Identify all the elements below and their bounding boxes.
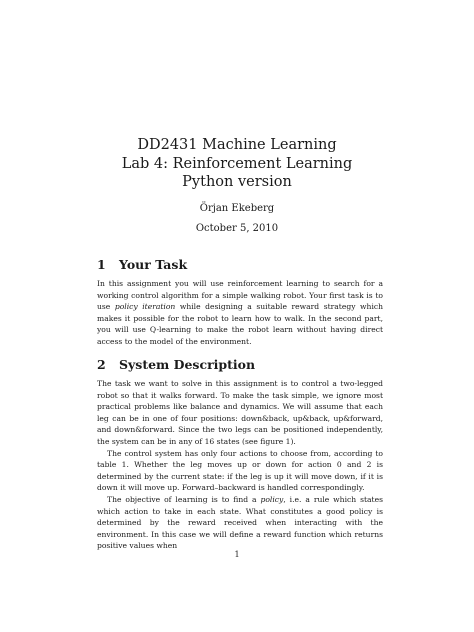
section-2-heading xyxy=(97,357,255,372)
author-name: Örjan Ekeberg xyxy=(199,203,275,214)
section-2-paragraph-3 xyxy=(97,494,383,552)
section-2-title: System Description xyxy=(119,357,256,372)
section-1-paragraph xyxy=(97,278,383,348)
paragraph-text: , i.e. a rule which states which action to take in each state. What constitutes a good policy is determined by the reward received when interacting with the environment. In this case we will define a reward function which returns positive values when xyxy=(97,494,383,551)
paragraph-text: In this assignment you will use reinforcement learning to search for a working control algorithm for a simple walking robot. Your first task is to use xyxy=(97,279,383,312)
title-line-course: DD2431 Machine Learning xyxy=(137,137,337,153)
section-1-title: Your Task xyxy=(119,257,188,272)
document-title xyxy=(0,136,474,192)
section-2-body xyxy=(97,378,383,552)
document-date: October 5, 2010 xyxy=(195,223,279,234)
section-2-paragraph-2: The control system has only four actions to choose from, according to table 1. Whether the leg moves up or down for action 0 and 2 is determined by the current state: if the leg is up it will move down, if it is down it will move up. Forward–backward is handled correspondingly. xyxy=(97,448,383,493)
section-1-heading xyxy=(97,257,187,272)
title-line-version: Python version xyxy=(182,174,292,190)
section-1-number: 1 xyxy=(97,257,106,272)
paragraph-text: The objective of learning is to find a xyxy=(107,494,261,504)
title-line-lab: Lab 4: Reinforcement Learning xyxy=(121,155,353,172)
section-1-body xyxy=(97,278,383,348)
emphasis-text: policy iteration xyxy=(114,302,176,312)
emphasis-text: policy xyxy=(260,494,284,504)
section-2-paragraph-1: The task we want to solve in this assignment is to control a two-legged robot so that it walks forward. To make the task simple, we ignore most practical problems like balance and dynamics. We will assume that each leg can be in one of four positions: down&back, up&back, up&forward, and down&forward. Since the two legs can be positioned independently, the system can be in any of 16 states (see figure 1). xyxy=(97,379,383,446)
page-number: 1 xyxy=(234,550,240,559)
section-2-number: 2 xyxy=(97,357,106,372)
paragraph-text: while designing a suitable reward strategy which makes it possible for the robot to learn how to walk. In the second part, you will use Q-learning to make the robot learn without having direct access to the model of the environment. xyxy=(97,302,384,346)
